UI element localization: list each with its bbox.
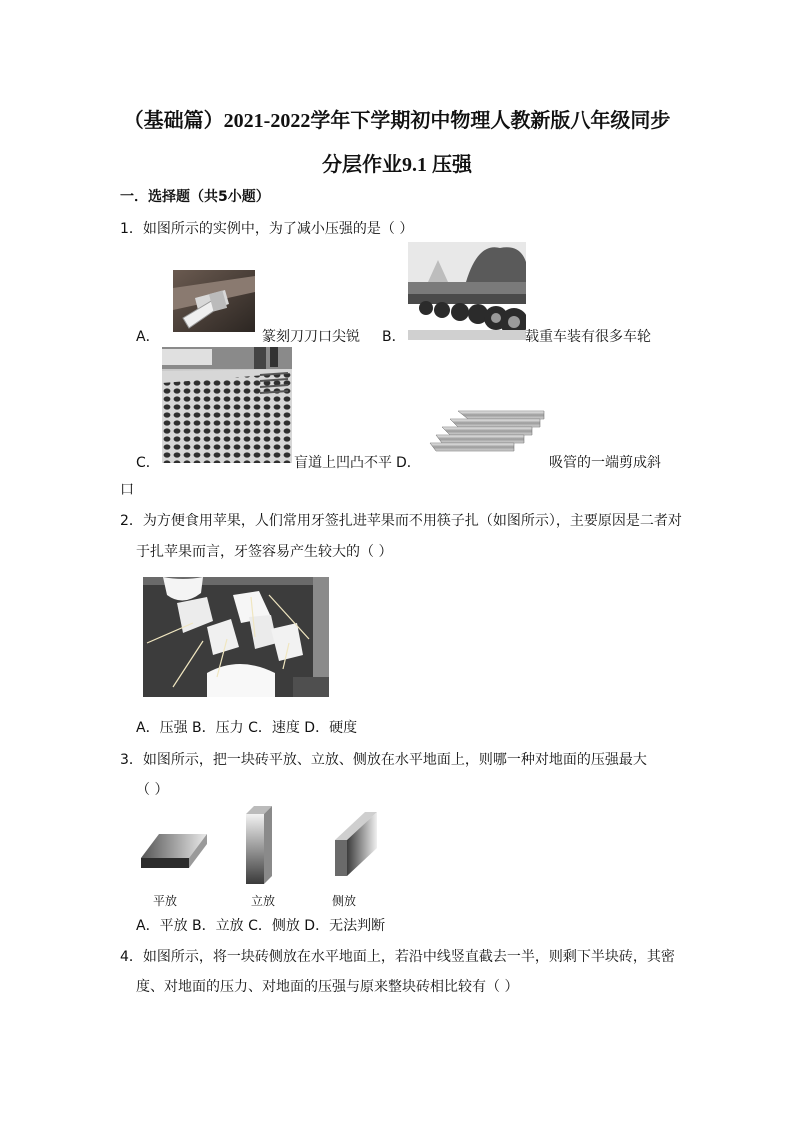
q3-options: A．平放 B．立放 C．侧放 D．无法判断 (136, 918, 386, 934)
q3-label-upright: 立放 (251, 894, 276, 908)
q1-option-d-text: 吸管的一端剪成斜 (549, 455, 661, 471)
section-heading: 一．选择题（共5小题） (120, 189, 270, 205)
q1-option-d-text-continued: 口 (120, 482, 134, 498)
q3-image-brick-side (331, 812, 381, 876)
q1-option-a-label: A． (136, 329, 160, 345)
q1-option-d-label: D． (396, 455, 421, 471)
q1-stem: 1．如图所示的实例中，为了减小压强的是（ ） (120, 221, 414, 237)
q1-image-straws (428, 405, 548, 463)
doc-title-line1: （基础篇）2021-2022学年下学期初中物理人教新版八年级同步 (123, 110, 671, 132)
doc-title-line2: 分层作业9.1 压强 (322, 154, 472, 176)
q4-stem-line2: 度、对地面的压力、对地面的压强与原来整块砖相比较有（ ） (136, 979, 519, 995)
q2-stem-line1: 2．为方便食用苹果，人们常用牙签扎进苹果而不用筷子扎（如图所示），主要原因是二者对 (120, 513, 682, 529)
q3-image-brick-upright (246, 806, 272, 884)
q1-option-c-text: 盲道上凹凸不平 (294, 455, 392, 471)
q1-image-tactile-paving (162, 347, 292, 463)
q4-stem-line1: 4．如图所示，将一块砖侧放在水平地面上，若沿中线竖直截去一半，则剩下半块砖，其密 (120, 949, 675, 965)
q3-image-brick-flat (141, 832, 207, 872)
q1-option-a-text: 篆刻刀刀口尖锐 (262, 329, 360, 345)
q1-image-engraving-knife (173, 270, 255, 332)
q3-label-side: 侧放 (332, 894, 357, 908)
q1-option-b-text: 载重车装有很多车轮 (525, 329, 651, 345)
q1-image-heavy-truck (408, 242, 526, 340)
q1-option-b-label: B． (382, 329, 406, 345)
q1-option-c-label: C． (136, 455, 160, 471)
q2-image-apple-toothpicks (143, 577, 329, 697)
q3-stem-line1: 3．如图所示，把一块砖平放、立放、侧放在水平地面上，则哪一种对地面的压强最大 (120, 752, 647, 768)
q2-options: A．压强 B．压力 C．速度 D．硬度 (136, 720, 358, 736)
q2-stem-line2: 于扎苹果而言，牙签容易产生较大的（ ） (136, 544, 393, 560)
q3-label-flat: 平放 (153, 894, 178, 908)
q3-stem-line2: （ ） (136, 782, 169, 798)
